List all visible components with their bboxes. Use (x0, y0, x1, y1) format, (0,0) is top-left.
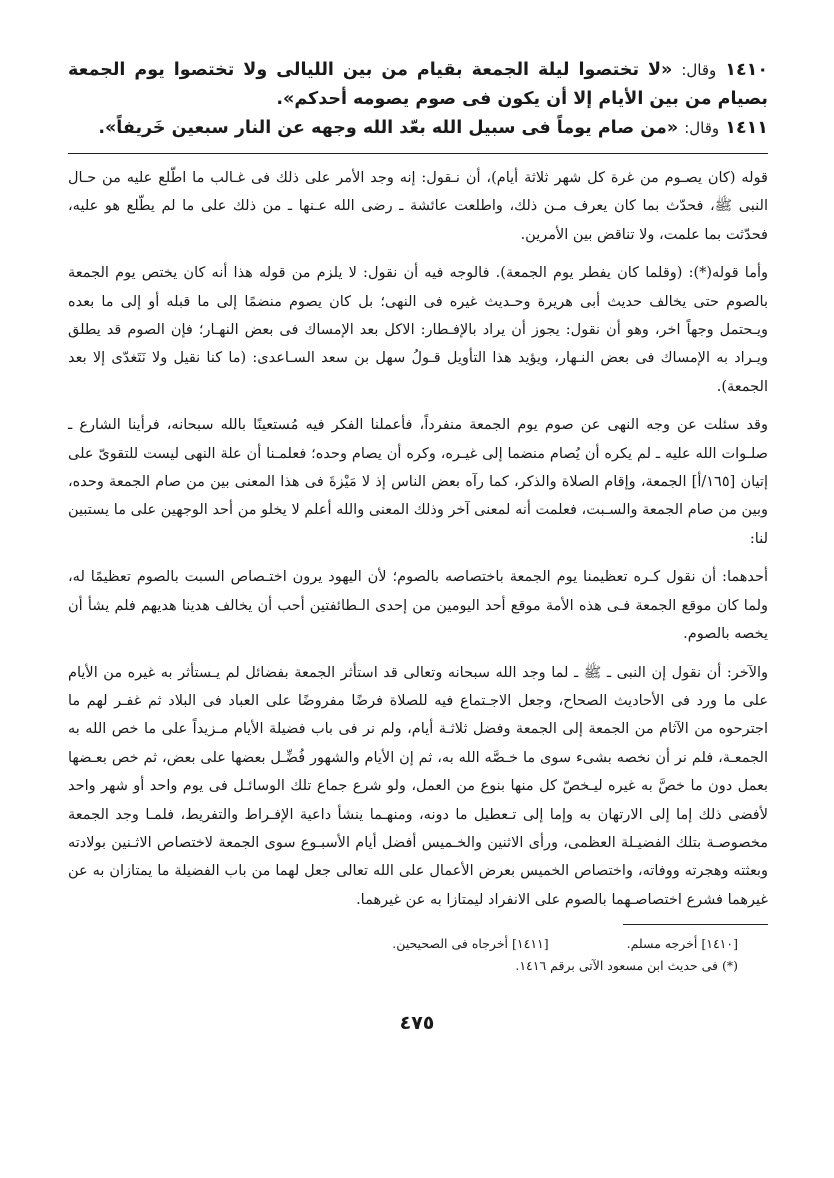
commentary-paragraph: قوله (كان يصـوم من غرة كل شهر ثلاثة أيام)، أن نـقول: إنه وجد الأمر على ذلك فى غـالب ما اطّلع عليه من حـال النبى ﷺ، فحدّث بما كان يعرف مـن ذلك، واطلعت عائشة ـ رضى الله عـنها ـ من ذلك على ما لم يطّلع هو عليه، فحدّثت بما علمت، ولا تناقض بين الأمرين. (68, 170, 768, 243)
page-number: ٤٧٥ (399, 1012, 435, 1034)
hadith-1410 (68, 56, 768, 114)
footnote-divider (623, 924, 768, 925)
hadith-1411 (68, 114, 768, 143)
footnote-star: (*) فى حديث ابن مسعود الآتى برقم ١٤١٦. (515, 958, 738, 974)
hadith-number: ١٤١١ (725, 118, 768, 138)
section-divider (68, 153, 768, 154)
footnote-1411: [١٤١١] أخرجاه فى الصحيحين. (392, 936, 549, 952)
footnote-row (68, 955, 738, 977)
footnotes (68, 933, 768, 977)
footnote-1410: [١٤١٠] أخرجه مسلم. (626, 936, 738, 952)
commentary-paragraph: وأما قوله(*): (وقلما كان يفطر يوم الجمعة). فالوجه فيه أن نقول: لا يلزم من قوله هذا أنه كان يختص يوم الجمعة بالصوم حتى يخالف حديث أبى هريرة وحـديث غيره فى النهى؛ بل كان يصوم منضمًا إلى ما قبله أو إلى ما بعده ويـحتمل وجهاً اخر، وهو أن نقول: يجوز أن يراد بالإفـطار: الاكل بعد الإمساك فى بعض النهـار؛ فإن الصوم قد يطلق ويـراد به الإمساك فى بعض النـهار، ويؤيد هذا التأويل قـولُ سهل بن سعد السـاعدى: (ما كنا نقيل ولا نَتَغدّى إلا بعد الجمعة). (68, 265, 768, 395)
commentary-paragraph: والآخر: أن نقول إن النبى ـ ﷺ ـ لما وجد الله سبحانه وتعالى قد استأثر الجمعة بفضائل لم يـستأثر به غيره من الأيام على ما ورد فى الأحاديث الصحاح، وجعل الاجـتماع فيه للصلاة فرضًا مفروضًا على العباد فى البلاد ثم غفـر لهم ما اجترحوه من الآثام من الجمعة إلى الجمعة وفضل ثلاثـة أيام، ولم نر فى باب فضيلة الأيام مـزيداً على ما خص الله به الجمعـة، فلم نر أن نخصه بشىء سوى ما خـصَّه الله به، ثم إن الأيام والشهور فُضِّـل بعضها على بعض، ثم خص بعـضها بعمل دون ما خصَّ به غيره ليـخصّ كل منها بنوع من العمل، ولو شرع جماع تلك الوسائـل فى يوم واحد أو شهر واحد لأفضى ذلك إما إلى الارتهان به وإما إلى تـعطيل ما دونه، ومنهـما ينشأ داعية الإفـراط والتفريط، فلمـا وجد الجمعة مخصوصـة بتلك الفضيـلة العظمى، ورأى الاثنين والخـميس أفضل أيام الأسبـوع سوى الجمعة لاختصاص الاثـنين بولادته وبعثته وهجرته ووفاته، واختصاص الخميس بعرض الأعمال على الله تعالى جعل لهما من باب الفضيلة ما يمتازان به عن غيرهما فشرع اختصاصـهما بالصوم على الانفراد ليمتازا به عن غيرهما. (68, 664, 768, 908)
commentary-paragraph: وقد سئلت عن وجه النهى عن صوم يوم الجمعة منفرداً، فأعملنا الفكر فيه مُستعينًا بالله سبحانه، فرأينا الشارع ـ صلـوات الله عليه ـ لم يكره أن يُصام منضما إلى غيـره، وكره أن يصام وحده؛ فعلمـنا أن علة النهى ليست للتقوىّ على إتيان [١٦٥/أ] الجمعة، وإقام الصلاة والذكر، كما رآه بعض الناس إذ لا مَيْزةَ فى هذا المعنى بين من صام الجمعة وحده، وبين من صام الجمعة والسـبت، فعلمت أنه لمعنى آخر وذلك المعنى والله أعلم لا يخلو من أحد الوجهين على ما يستبين لنا: (68, 417, 768, 547)
commentary-paragraph: أحدهما: أن نقول كـره تعظيمنا يوم الجمعة باختصاصه بالصوم؛ لأن اليهود يرون اختـصاص السبت بالصوم تعظيمًا له، ولما كان موقع الجمعة فـى هذه الأمة موقع أحد اليومين من إحدى الـطائفتين أحب أن يخالف هدينا هديهم فلم يشأ أن يخصه بالصوم. (68, 569, 768, 643)
hadith-text: «لا تختصوا ليلة الجمعة بقيام من بين الليالى ولا تختصوا يوم الجمعة بصيام من بين الأيام إلا أن يكون فى صوم يصومه أحدكم». (68, 60, 768, 109)
hadith-said: وقال: (684, 119, 720, 137)
hadith-text: «من صام يوماً فى سبيل الله بعّد الله وجهه عن النار سبعين خَريفاً». (98, 118, 679, 138)
footnote-row (68, 933, 738, 955)
hadith-said: وقال: (681, 61, 717, 79)
page-body (68, 56, 768, 977)
hadith-number: ١٤١٠ (725, 60, 769, 80)
